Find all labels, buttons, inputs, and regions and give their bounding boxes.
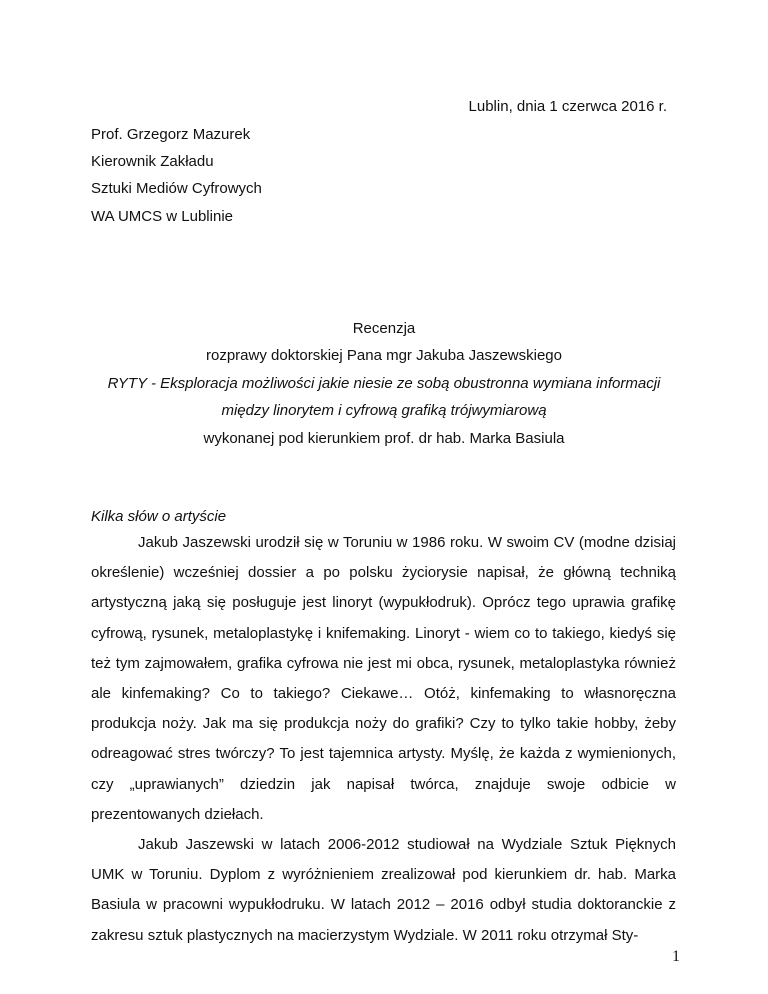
body-text	[91, 528, 676, 951]
paragraph-2: Jakub Jaszewski w latach 2006-2012 studiował na Wydziale Sztuk Pięknych UMK w Toruniu. Dyplom z wyróżnieniem zrealizował pod kierunkiem dr. hab. Marka Basiula w pracowni wypukłodruku. W latach 2012 – 2016 odbył studia doktoranckie z zakresu sztuk plastycznych na macierzystym Wydziale. W 2011 roku otrzymał Sty-	[91, 836, 676, 944]
supervisor-line: wykonanej pod kierunkiem prof. dr hab. Marka Basiula	[203, 430, 565, 447]
review-subject: rozprawy doktorskiej Pana mgr Jakuba Jaszewskiego	[206, 347, 562, 364]
paragraph-1: Jakub Jaszewski urodził się w Toruniu w 1986 roku. W swoim CV (modne dzisiaj określenie) wcześniej dossier a po polsku życiorysie napisał, że główną techniką artystyczną jaką się posługuje jest linoryt (wypukłodruk). Oprócz tego uprawia grafikę cyfrową, rysunek, metaloplastykę i knifemaking. Linoryt - wiem co to takiego, kiedyś się też tym zajmowałem, grafika cyfrowa nie jest mi obca, rysunek, metaloplastyka również ale kinfemaking? Co to takiego? Ciekawe… Otóż, kinfemaking to własnoręczna produkcja noży. Jak ma się produkcja noży do grafiki? Czy to tylko takie hobby, żeby odreagować stres twórczy? To jest tajemnica artysty. Myślę, że każda z wymienionych, czy „uprawianych” dziedzin jak napisał twórca, znajduje swoje odbicie w prezentowanych dziełach.	[91, 534, 676, 823]
addressee-department: Sztuki Mediów Cyfrowych	[91, 180, 262, 197]
addressee-position: Kierownik Zakładu	[91, 153, 214, 170]
dissertation-title-line2: między linorytem i cyfrową grafiką trójwymiarową	[221, 402, 547, 419]
section-heading: Kilka słów o artyście	[91, 508, 227, 525]
addressee-institution: WA UMCS w Lublinie	[91, 208, 233, 225]
page-number: 1	[672, 948, 680, 965]
dissertation-title-line1: RYTY - Eksploracja możliwości jakie niesie ze sobą obustronna wymiana informacji	[107, 375, 661, 392]
letter-date: Lublin, dnia 1 czerwca 2016 r.	[468, 98, 667, 115]
review-heading: Recenzja	[352, 320, 416, 337]
addressee-name: Prof. Grzegorz Mazurek	[91, 126, 251, 143]
